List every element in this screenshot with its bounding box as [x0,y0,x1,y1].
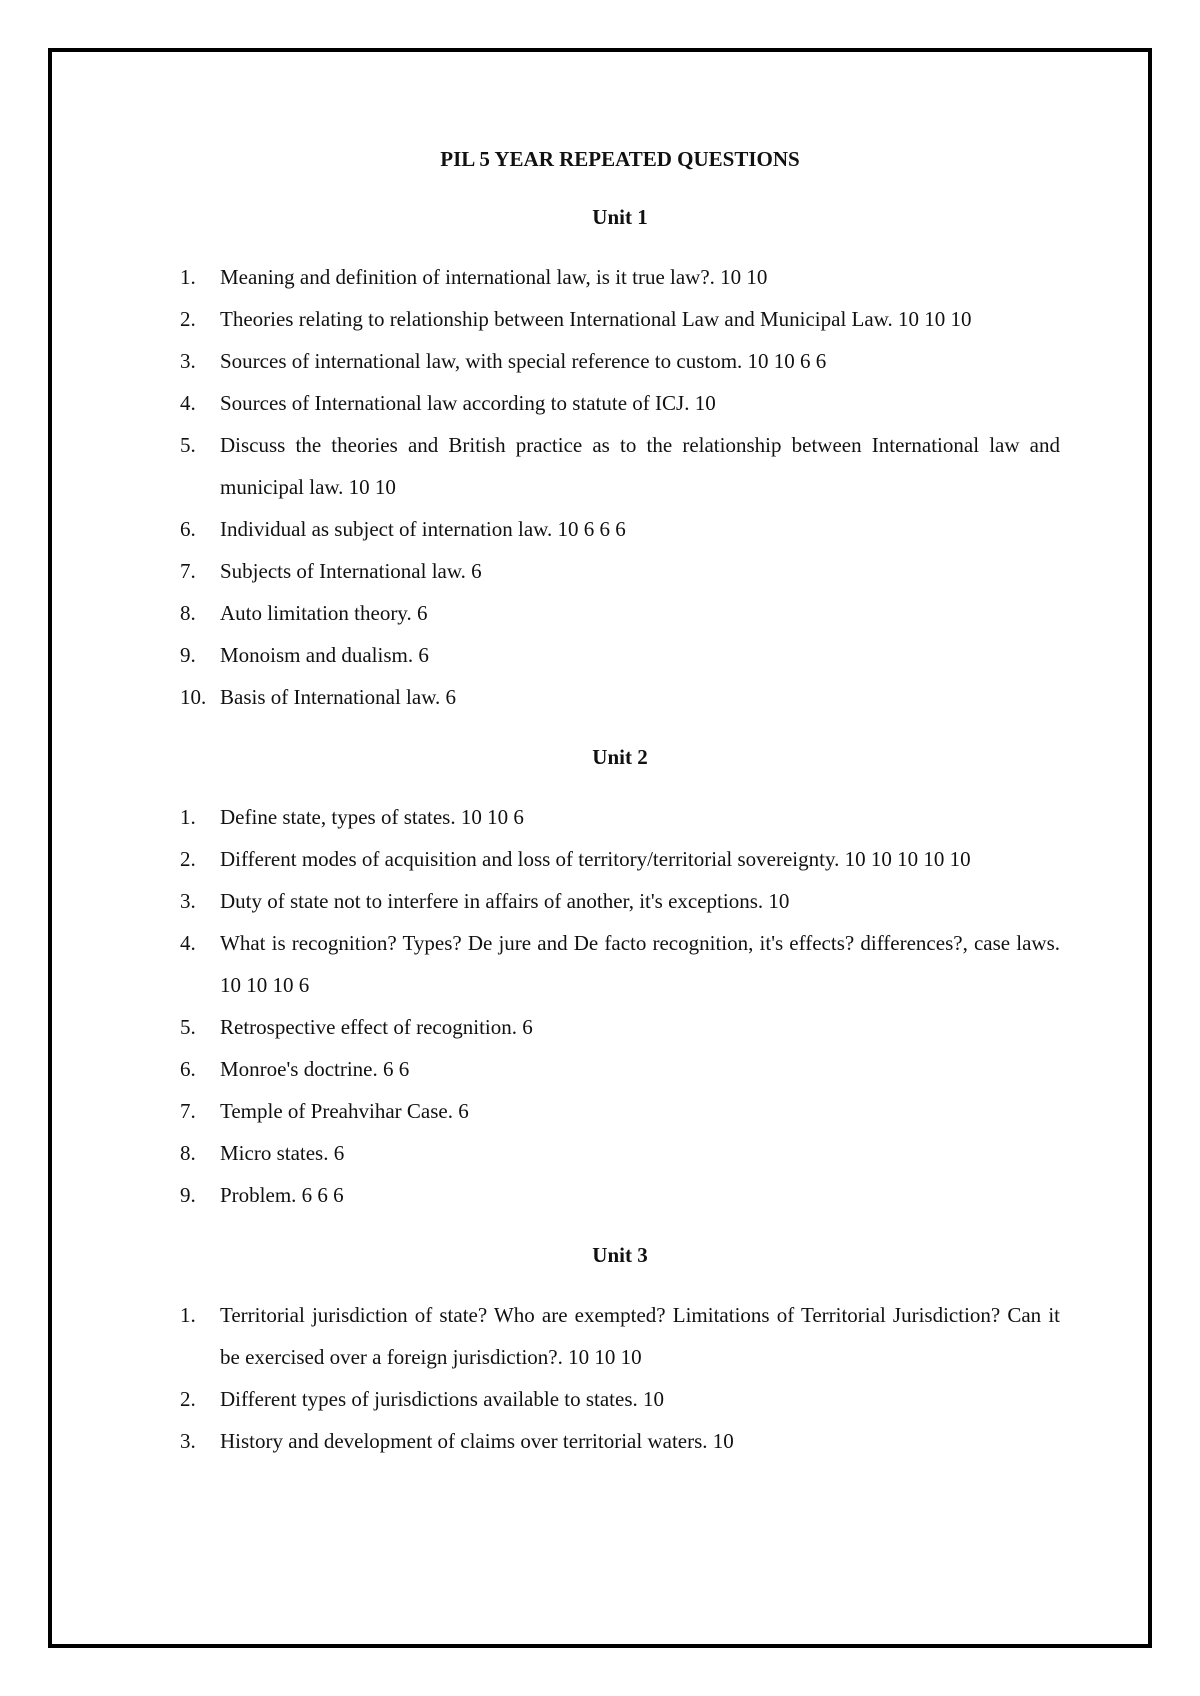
question-number: 3. [180,349,196,373]
question-text: Different types of jurisdictions available to states. 10 [220,1387,665,1411]
unit-section-3 [180,1240,1060,1462]
unit-section-2 [180,742,1060,1216]
question-item [180,424,1060,508]
question-text: Meaning and definition of international law, is it true law?. 10 10 [220,265,768,289]
question-text: Auto limitation theory. 6 [220,601,428,625]
question-item [180,634,1060,676]
question-number: 1. [180,1303,196,1327]
question-text: Sources of international law, with special reference to custom. 10 10 6 6 [220,349,827,373]
question-item [180,1048,1060,1090]
question-text: Temple of Preahvihar Case. 6 [220,1099,469,1123]
question-number: 7. [180,559,196,583]
unit-heading: Unit 3 [592,1243,648,1267]
question-number: 2. [180,1387,196,1411]
question-number: 3. [180,1429,196,1453]
question-text: Monroe's doctrine. 6 6 [220,1057,410,1081]
question-text: Different modes of acquisition and loss of territory/territorial sovereignty. 10 10 10 10 10 [220,847,971,871]
question-item [180,298,1060,340]
question-item [180,796,1060,838]
question-item [180,880,1060,922]
question-text: Theories relating to relationship between International Law and Municipal Law. 10 10 10 [220,307,972,331]
document-body [180,144,1060,1486]
document-title: PIL 5 YEAR REPEATED QUESTIONS [440,147,800,171]
question-text: Territorial jurisdiction of state? Who are exempted? Limitations of Territorial Jurisdiction? Can it be exercised over a foreign jurisdiction?. 10 10 10 [220,1303,1060,1369]
question-number: 3. [180,889,196,913]
question-item [180,382,1060,424]
question-number: 4. [180,931,196,955]
question-number: 2. [180,307,196,331]
question-item [180,1174,1060,1216]
question-number: 6. [180,517,196,541]
question-text: Monoism and dualism. 6 [220,643,429,667]
question-text: Define state, types of states. 10 10 6 [220,805,524,829]
question-number: 5. [180,1015,196,1039]
question-item [180,592,1060,634]
question-number: 5. [180,433,196,457]
question-text: History and development of claims over territorial waters. 10 [220,1429,734,1453]
question-number: 4. [180,391,196,415]
question-text: Micro states. 6 [220,1141,345,1165]
question-number: 10. [180,685,207,709]
question-text: Sources of International law according to statute of ICJ. 10 [220,391,716,415]
question-item [180,1294,1060,1378]
question-item [180,508,1060,550]
question-number: 1. [180,265,196,289]
question-list [180,796,1060,1216]
question-item [180,340,1060,382]
question-item [180,1090,1060,1132]
unit-heading: Unit 2 [592,745,648,769]
question-text: What is recognition? Types? De jure and De facto recognition, it's effects? differences?, case laws. 10 10 10 6 [220,931,1060,997]
unit-heading: Unit 1 [592,205,648,229]
question-number: 8. [180,601,196,625]
question-number: 2. [180,847,196,871]
question-number: 9. [180,643,196,667]
question-text: Discuss the theories and British practice as to the relationship between International law and municipal law. 10 10 [220,433,1060,499]
question-item [180,1378,1060,1420]
question-text: Subjects of International law. 6 [220,559,482,583]
question-item [180,838,1060,880]
question-item [180,1006,1060,1048]
question-item [180,922,1060,1006]
question-text: Problem. 6 6 6 [220,1183,344,1207]
question-list [180,256,1060,718]
question-item [180,1132,1060,1174]
question-text: Individual as subject of internation law. 10 6 6 6 [220,517,626,541]
question-number: 9. [180,1183,196,1207]
question-number: 8. [180,1141,196,1165]
question-text: Retrospective effect of recognition. 6 [220,1015,533,1039]
question-item [180,256,1060,298]
question-list [180,1294,1060,1462]
question-item [180,1420,1060,1462]
unit-section-1 [180,202,1060,718]
question-number: 1. [180,805,196,829]
question-text: Duty of state not to interfere in affairs of another, it's exceptions. 10 [220,889,790,913]
question-text: Basis of International law. 6 [220,685,456,709]
question-number: 7. [180,1099,196,1123]
question-number: 6. [180,1057,196,1081]
question-item [180,676,1060,718]
question-item [180,550,1060,592]
